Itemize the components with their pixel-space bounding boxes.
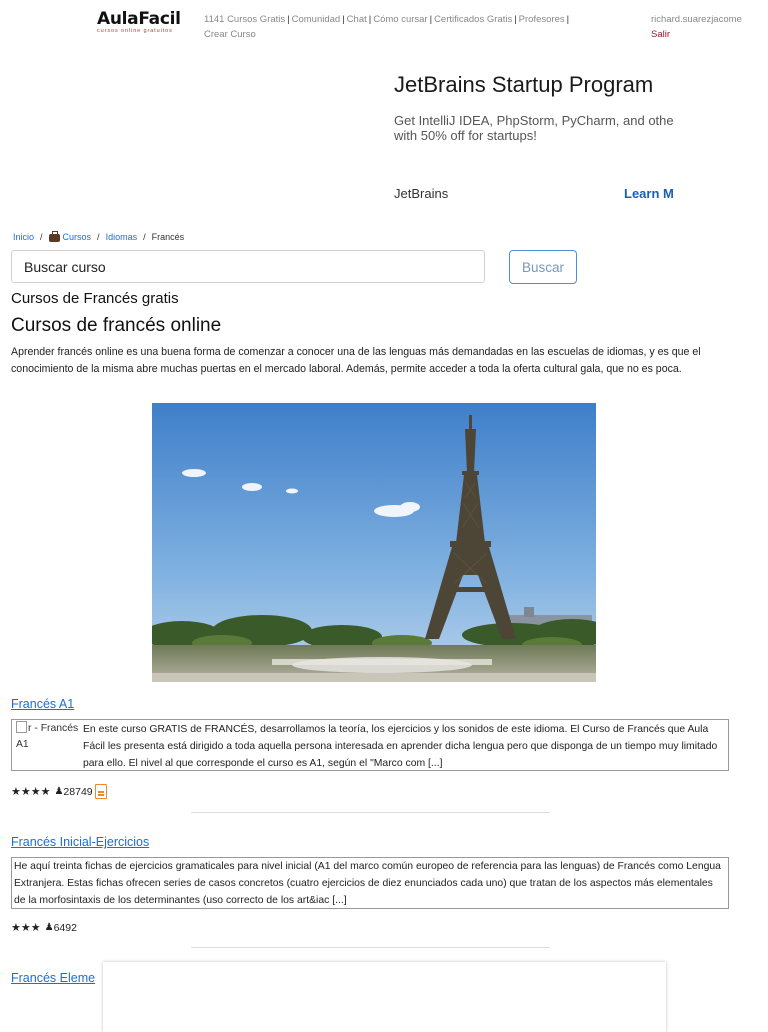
logo-text: AulaFacil (97, 9, 181, 29)
page-subtitle: Cursos de Francés gratis (11, 290, 179, 307)
rating-stars: ★★★ (11, 922, 41, 934)
advertisement[interactable] (394, 60, 676, 210)
student-count: 6492 (53, 921, 77, 934)
nav-teachers[interactable]: Profesores (518, 14, 565, 25)
username-link[interactable]: richard.suarezjacome (651, 14, 742, 25)
course-link[interactable]: Francés Eleme (11, 971, 96, 985)
nav-free-courses[interactable]: 1141 Cursos Gratis (204, 14, 286, 25)
site-header (0, 0, 768, 48)
nav-community[interactable]: Comunidad (291, 14, 341, 25)
logout-link[interactable]: Salir (651, 29, 671, 40)
broken-image-icon (16, 721, 27, 733)
course-link[interactable]: Francés A1 (11, 697, 75, 711)
course-description: En este curso GRATIS de FRANCÉS, desarrollamos la teoría, los ejercicios y los sonidos de este idioma. El Curso de Francés que Aula Fácil les presenta está dirigido a toda aquella persona interesada en aprender dicha lengua pero que disponga de un tiempo muy limitado para ello. El nivel al que corresponde el curso es A1, según el "Marco com [...] (83, 724, 718, 769)
ad-text-line-2: with 50% off for startups! (394, 128, 537, 143)
breadcrumb-courses[interactable]: Cursos (62, 232, 92, 242)
breadcrumb-languages[interactable]: Idiomas (105, 232, 138, 242)
document-icon[interactable] (95, 784, 107, 799)
site-logo[interactable] (97, 9, 181, 34)
eiffel-tower-image (152, 403, 596, 682)
page-title: Cursos de francés online (11, 315, 222, 336)
divider (191, 812, 550, 813)
rating-stars: ★★★★ (11, 786, 51, 798)
nav-how-to-study[interactable]: Cómo cursar (373, 14, 428, 25)
ad-overlay-frame[interactable] (103, 962, 666, 1032)
course-description-box[interactable] (11, 719, 729, 771)
course-meta (11, 784, 107, 799)
student-count: 28749 (63, 785, 93, 798)
ad-title: JetBrains Startup Program (394, 72, 654, 97)
nav-chat[interactable]: Chat (346, 14, 367, 25)
users-icon: ♟ (54, 786, 64, 797)
course-title-francais-elemental (11, 971, 95, 985)
search-button[interactable]: Buscar (509, 250, 577, 284)
course-description-box[interactable] (11, 857, 729, 909)
ad-text-line-1: Get IntelliJ IDEA, PhpStorm, PyCharm, and othe (394, 113, 674, 128)
breadcrumb-home[interactable]: Inicio (13, 232, 35, 242)
briefcase-icon (49, 234, 60, 242)
ad-learn-more-link[interactable]: Learn M (624, 186, 674, 201)
ad-brand: JetBrains (394, 186, 449, 201)
course-thumbnail: r - Francés A1 (16, 723, 79, 750)
nav-certificates[interactable]: Certificados Gratis (434, 14, 513, 25)
divider (191, 947, 550, 948)
intro-text: Aprender francés online es una buena forma de comenzar a conocer una de las lenguas más demandadas en las escuelas de idiomas, y es que el conocimiento de la misma abre muchas puertas en el mercado laboral. Además, permite acceder a toda la oferta cultural gala, que no es poca. (11, 346, 701, 375)
course-link[interactable]: Francés Inicial-Ejercicios (11, 835, 150, 849)
breadcrumb-current: Francés (151, 232, 185, 242)
nav-create-course[interactable]: Crear Curso (204, 29, 256, 40)
user-menu (651, 12, 742, 42)
users-icon: ♟ (44, 922, 54, 933)
course-title-francais-inicial (11, 835, 149, 849)
course-meta (11, 921, 77, 934)
logo-tagline: cursos online gratuitos (97, 28, 173, 34)
top-navigation: 1141 Cursos Gratis | Comunidad | Chat | Cómo cursar | Certificados Gratis | Profesores | Crear Curso (204, 14, 570, 40)
breadcrumb: Inicio / Cursos / Idiomas / Francés (13, 232, 185, 242)
ad-text (394, 113, 676, 143)
search-input[interactable] (11, 250, 485, 283)
course-title-francais-a1 (11, 697, 74, 711)
course-description: He aquí treinta fichas de ejercicios gramaticales para nivel inicial (A1 del marco común europeo de referencia para las lenguas) de Francés como Lengua Extranjera. Estas fichas ofrecen series de casos concretos (cuatro ejercicios de diez enunciados cada uno) que tratan de los aspectos más elementales de la morfosintaxis de los determinantes (uso correcto de los art&iac [...] (14, 861, 721, 906)
